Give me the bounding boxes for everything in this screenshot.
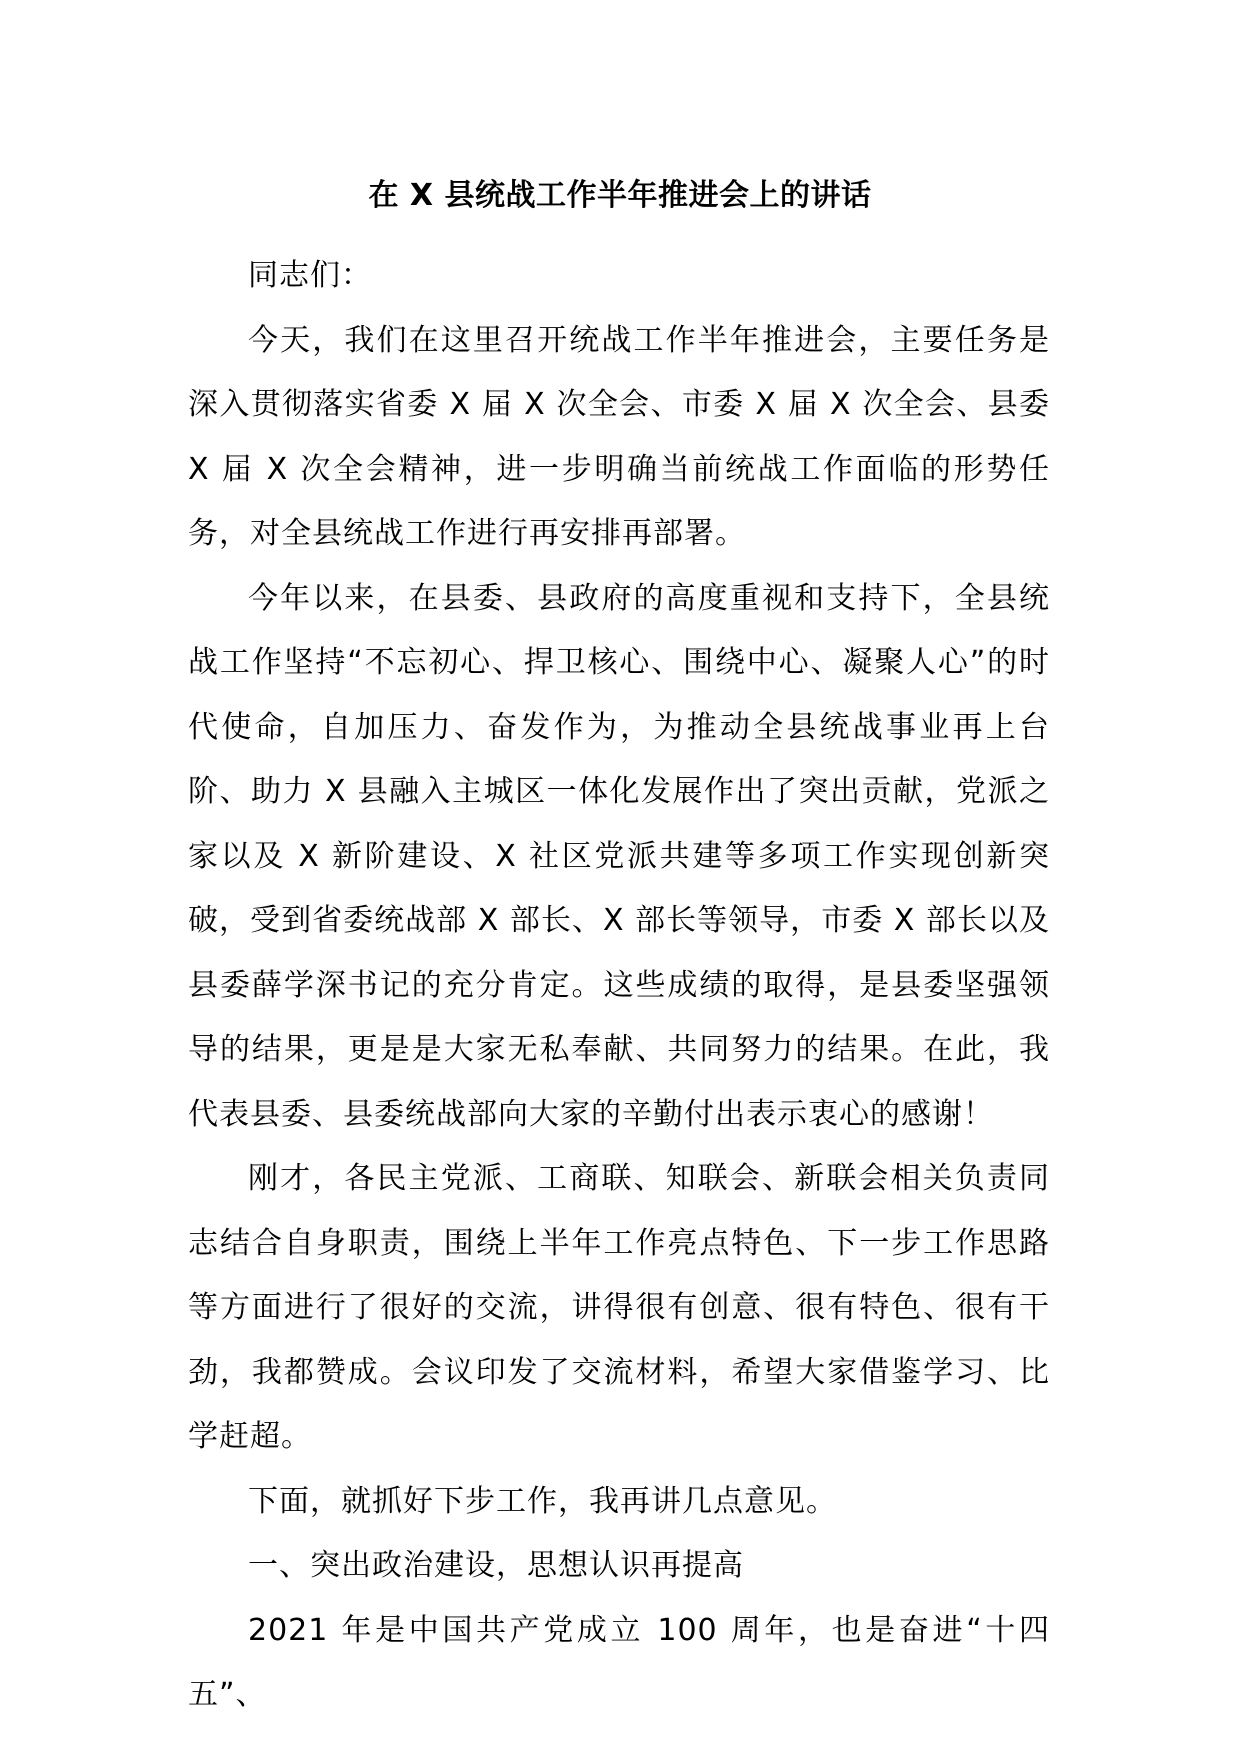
paragraph-intro: 今天，我们在这里召开统战工作半年推进会，主要任务是深入贯彻落实省委 X 届 X 次全会、市委 X 届 X 次全会、县委 X 届 X 次全会精神，进一步明确当前统战工作面临的形势任务，对全县统战工作进行再安排再部署。 xyxy=(188,322,1050,551)
paragraph-section-1: 2021 年是中国共产党成立 100 周年，也是奋进“十四五”、 xyxy=(188,1612,1050,1712)
document-body xyxy=(188,244,1050,1728)
paragraph-achievements: 今年以来，在县委、县政府的高度重视和支持下，全县统战工作坚持“不忘初心、捍卫核心、围绕中心、凝聚人心”的时代使命，自加压力、奋发作为，为推动全县统战事业再上台阶、助力 X 县融入主城区一体化发展作出了突出贡献，党派之家以及 X 新阶建设、X 社区党派共建等多项工作实现创新突破，受到省委统战部 X 部长、X 部长等领导，市委 X 部长以及县委薛学深书记的充分肯定。这些成绩的取得，是县委坚强领导的结果，更是是大家无私奉献、共同努力的结果。在此，我代表县委、县委统战部向大家的辛勤付出表示衷心的感谢！ xyxy=(188,580,1050,1132)
document-title: 在 X 县统战工作半年推进会上的讲话 xyxy=(368,178,872,213)
paragraph-exchange: 刚才，各民主党派、工商联、知联会、新联会相关负责同志结合自身职责，围绕上半年工作亮点特色、下一步工作思路等方面进行了很好的交流，讲得很有创意、很有特色、很有干劲，我都赞成。会议印发了交流材料，希望大家借鉴学习、比学赶超。 xyxy=(188,1161,1050,1454)
paragraph-transition: 下面，就抓好下步工作，我再讲几点意见。 xyxy=(248,1483,837,1519)
salutation: 同志们： xyxy=(248,258,372,293)
section-heading-1: 一、突出政治建设，思想认识再提高 xyxy=(248,1548,744,1583)
